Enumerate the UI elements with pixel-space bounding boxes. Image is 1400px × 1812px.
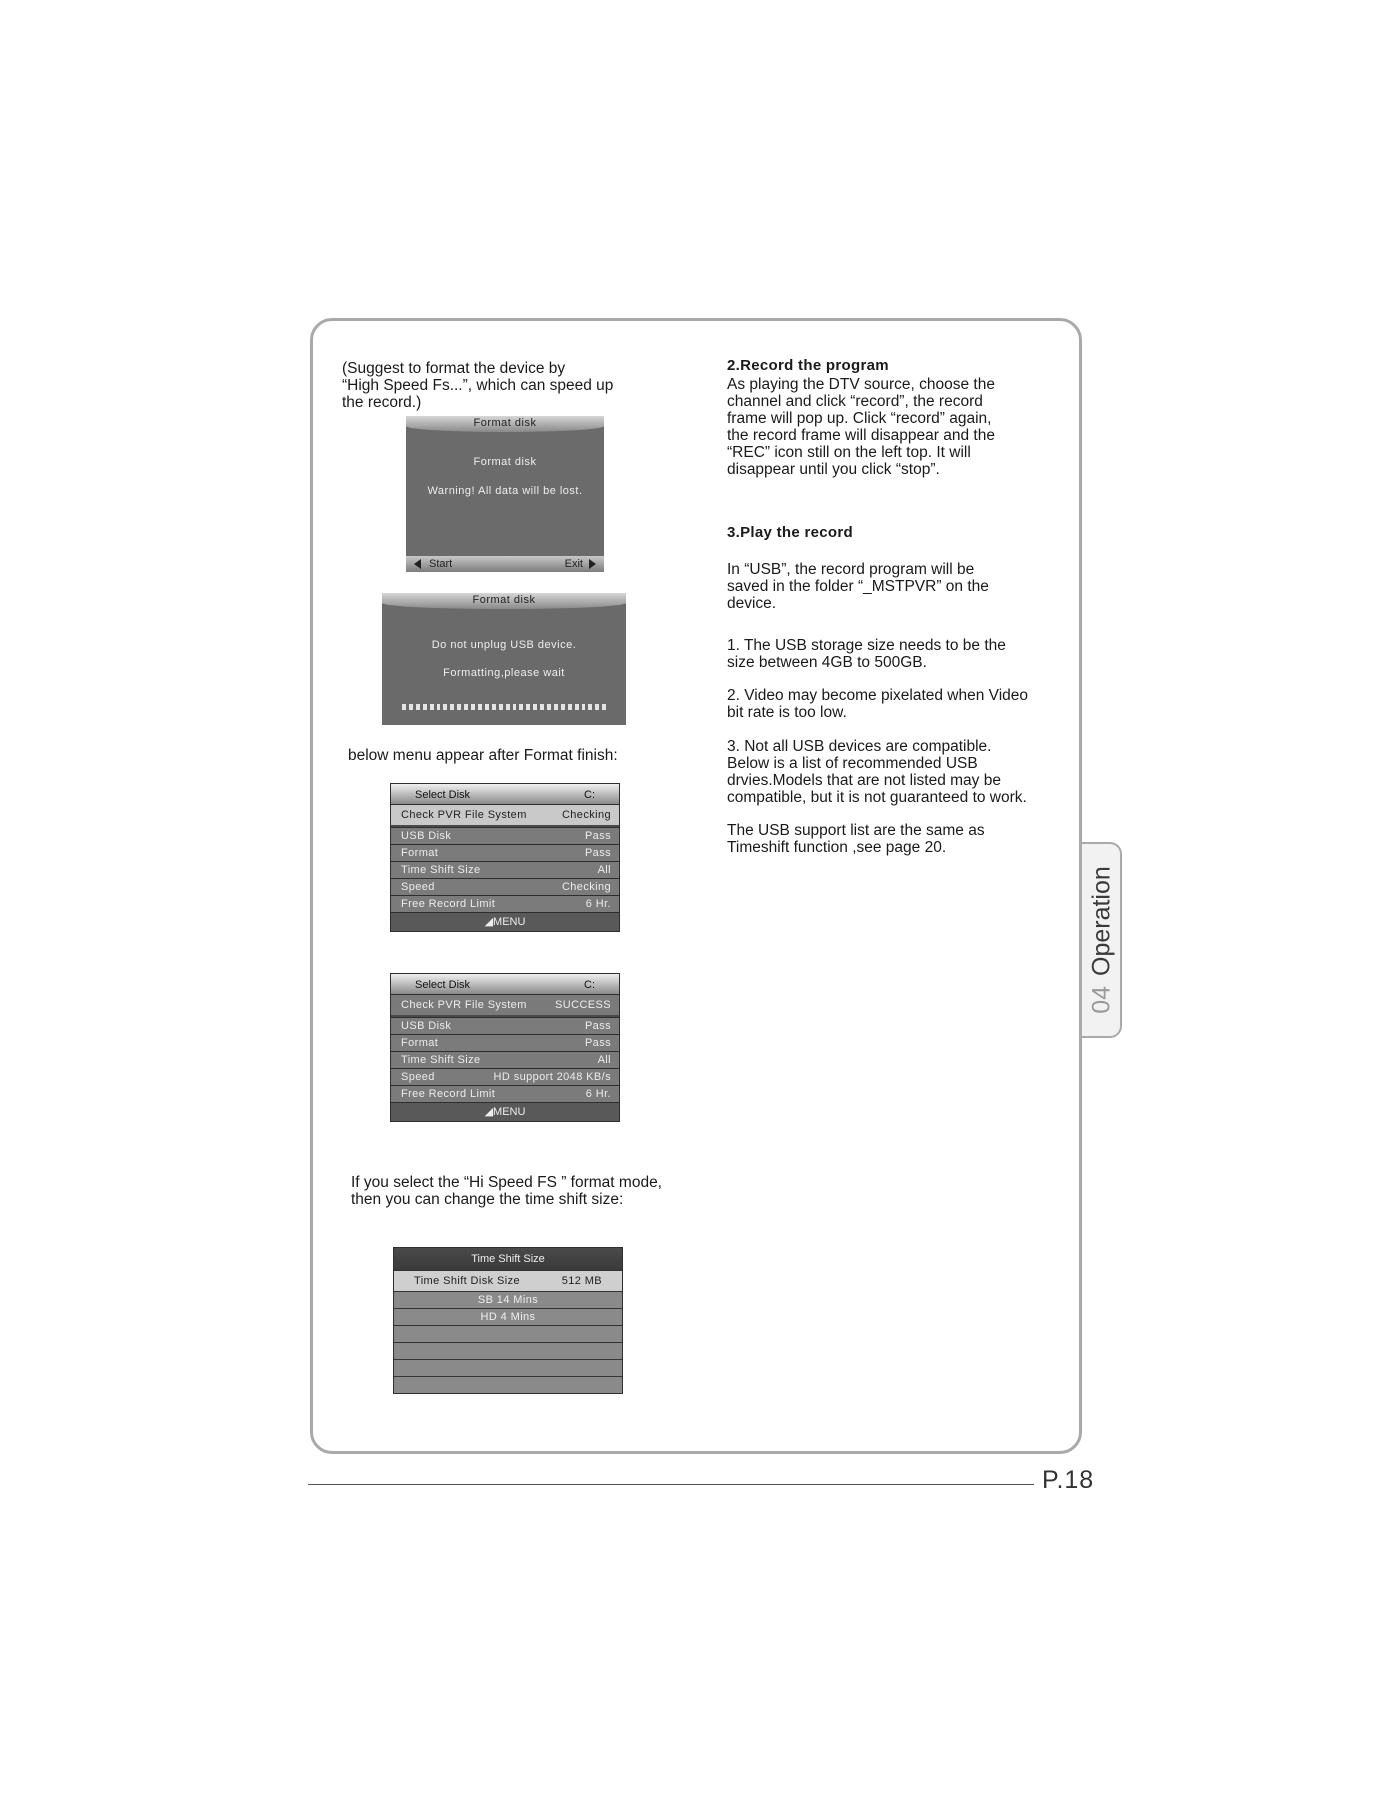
select-disk-menu-success bbox=[390, 973, 620, 1122]
text-line: Timeshift function ,see page 20. bbox=[727, 839, 947, 856]
row-value: HD support 2048 KB/s bbox=[493, 1071, 611, 1083]
menu-footer[interactable] bbox=[391, 912, 619, 931]
row-value: Pass bbox=[584, 1020, 611, 1032]
menu-header: Time Shift Size bbox=[394, 1248, 622, 1270]
select-disk-menu-checking bbox=[390, 783, 620, 932]
header-label: Select Disk bbox=[415, 979, 471, 991]
table-row bbox=[391, 861, 619, 878]
text-line: Below is a list of recommended USB bbox=[727, 755, 978, 772]
section-tab-label bbox=[1088, 866, 1117, 1014]
row-label: Format bbox=[401, 1037, 439, 1049]
exit-button[interactable] bbox=[565, 556, 596, 572]
footer-rule bbox=[308, 1484, 1034, 1485]
text-line: drvies.Models that are not listed may be bbox=[727, 772, 1001, 789]
empty-row bbox=[394, 1376, 622, 1393]
menu-footer[interactable] bbox=[391, 1102, 619, 1121]
row-value: All bbox=[597, 864, 611, 876]
dialog-title: Format disk bbox=[406, 416, 604, 432]
text-line: channel and click “record”, the record bbox=[727, 393, 983, 410]
check-pvr-row[interactable] bbox=[391, 994, 619, 1015]
time-shift-disk-size-row[interactable] bbox=[394, 1270, 622, 1291]
text-line: frame will pop up. Click “record” again, bbox=[727, 410, 992, 427]
text-line: device. bbox=[727, 595, 777, 612]
header-value[interactable]: C: bbox=[584, 789, 595, 801]
progress-bar bbox=[402, 704, 606, 710]
header-value[interactable]: C: bbox=[584, 979, 595, 991]
section-title: Operation bbox=[1087, 866, 1116, 976]
section-number: 04 bbox=[1087, 985, 1116, 1014]
start-label: Start bbox=[429, 558, 453, 570]
row-label: Check PVR File System bbox=[401, 999, 527, 1011]
dialog-message: Format disk bbox=[473, 456, 537, 468]
page-number: P.18 bbox=[1042, 1466, 1095, 1494]
text-line: bit rate is too low. bbox=[727, 704, 847, 721]
dialog-title: Format disk bbox=[382, 593, 626, 609]
after-format-note bbox=[348, 747, 618, 764]
text-line: the record frame will disappear and the bbox=[727, 427, 995, 444]
row-value: 6 Hr. bbox=[585, 1088, 611, 1100]
note-video-bitrate bbox=[727, 687, 1028, 721]
row-label: Free Record Limit bbox=[401, 898, 496, 910]
row-label: Time Shift Disk Size bbox=[414, 1275, 521, 1287]
row-label: Check PVR File System bbox=[401, 809, 527, 821]
row-label: Format bbox=[401, 847, 439, 859]
row-label: USB Disk bbox=[401, 830, 452, 842]
table-row bbox=[391, 1017, 619, 1034]
table-row bbox=[391, 1051, 619, 1068]
exit-label: Exit bbox=[564, 558, 583, 570]
footer-label: MENU bbox=[493, 916, 526, 928]
row-value: Pass bbox=[584, 847, 611, 859]
text-line: size between 4GB to 500GB. bbox=[727, 654, 927, 671]
row-value: 512 MB bbox=[561, 1275, 602, 1287]
note-line: If you select the “Hi Speed FS ” format mode, bbox=[351, 1174, 662, 1191]
check-pvr-row[interactable] bbox=[391, 804, 619, 825]
intro-line: (Suggest to format the device by bbox=[342, 360, 566, 377]
note-line: below menu appear after Format finish: bbox=[348, 747, 618, 764]
hd-duration-row: HD 4 Mins bbox=[394, 1308, 622, 1325]
text-line: compatible, but it is not guaranteed to work. bbox=[727, 789, 1027, 806]
empty-row bbox=[394, 1359, 622, 1376]
row-value: SUCCESS bbox=[555, 999, 611, 1011]
menu-header bbox=[391, 974, 619, 994]
text-line: In “USB”, the record program will be bbox=[727, 561, 975, 578]
row-label: Time Shift Size bbox=[401, 864, 481, 876]
record-heading: 2.Record the program bbox=[727, 357, 889, 374]
row-label: USB Disk bbox=[401, 1020, 452, 1032]
text-line: The USB support list are the same as bbox=[727, 822, 985, 839]
text-line: 1. The USB storage size needs to be the bbox=[727, 637, 1006, 654]
formatting-dialog bbox=[382, 593, 626, 725]
play-paragraph bbox=[727, 561, 989, 612]
row-value: All bbox=[597, 1054, 611, 1066]
note-line: then you can change the time shift size: bbox=[351, 1191, 624, 1208]
text-line: “REC” icon still on the left top. It will bbox=[727, 444, 971, 461]
row-value: Checking bbox=[561, 809, 611, 821]
text-line: As playing the DTV source, choose the bbox=[727, 376, 995, 393]
menu-key-icon: ◢ bbox=[484, 916, 494, 928]
table-row bbox=[391, 1034, 619, 1051]
table-row bbox=[391, 878, 619, 895]
text-line: disappear until you click “stop”. bbox=[727, 461, 940, 478]
table-row bbox=[391, 1068, 619, 1085]
hispeed-note bbox=[351, 1174, 662, 1208]
start-button[interactable] bbox=[414, 556, 452, 572]
left-arrow-icon bbox=[414, 559, 421, 569]
table-row bbox=[391, 844, 619, 861]
row-value: Pass bbox=[584, 830, 611, 842]
note-storage-size bbox=[727, 637, 1006, 671]
note-compatibility bbox=[727, 738, 1027, 806]
intro-line: “High Speed Fs...”, which can speed up bbox=[342, 377, 614, 394]
empty-row bbox=[394, 1325, 622, 1342]
text-line: 2. Video may become pixelated when Video bbox=[727, 687, 1029, 704]
time-shift-size-menu bbox=[393, 1247, 623, 1394]
dialog-button-bar bbox=[406, 556, 604, 572]
right-arrow-icon bbox=[589, 559, 596, 569]
note-support-list bbox=[727, 822, 985, 856]
record-paragraph bbox=[727, 376, 995, 478]
play-heading: 3.Play the record bbox=[727, 524, 853, 541]
intro-paragraph bbox=[342, 360, 613, 411]
row-label: Speed bbox=[401, 1071, 435, 1083]
dialog-message: Do not unplug USB device. bbox=[431, 639, 577, 651]
row-value: 6 Hr. bbox=[585, 898, 611, 910]
format-disk-dialog bbox=[406, 416, 604, 572]
intro-line: the record.) bbox=[342, 394, 422, 411]
row-label: Time Shift Size bbox=[401, 1054, 481, 1066]
table-row bbox=[391, 827, 619, 844]
text-line: 3. Not all USB devices are compatible. bbox=[727, 738, 992, 755]
table-row bbox=[391, 895, 619, 912]
row-value: Checking bbox=[561, 881, 611, 893]
menu-key-icon: ◢ bbox=[484, 1106, 494, 1118]
text-line: saved in the folder “_MSTPVR” on the bbox=[727, 578, 989, 595]
table-row bbox=[391, 1085, 619, 1102]
row-value: Pass bbox=[584, 1037, 611, 1049]
row-label: Free Record Limit bbox=[401, 1088, 496, 1100]
header-label: Select Disk bbox=[415, 789, 471, 801]
dialog-status: Formatting,please wait bbox=[443, 667, 565, 679]
footer-label: MENU bbox=[493, 1106, 526, 1118]
empty-row bbox=[394, 1342, 622, 1359]
menu-header bbox=[391, 784, 619, 804]
sd-duration-row: SB 14 Mins bbox=[394, 1291, 622, 1308]
row-label: Speed bbox=[401, 881, 435, 893]
dialog-warning: Warning! All data will be lost. bbox=[427, 485, 583, 497]
